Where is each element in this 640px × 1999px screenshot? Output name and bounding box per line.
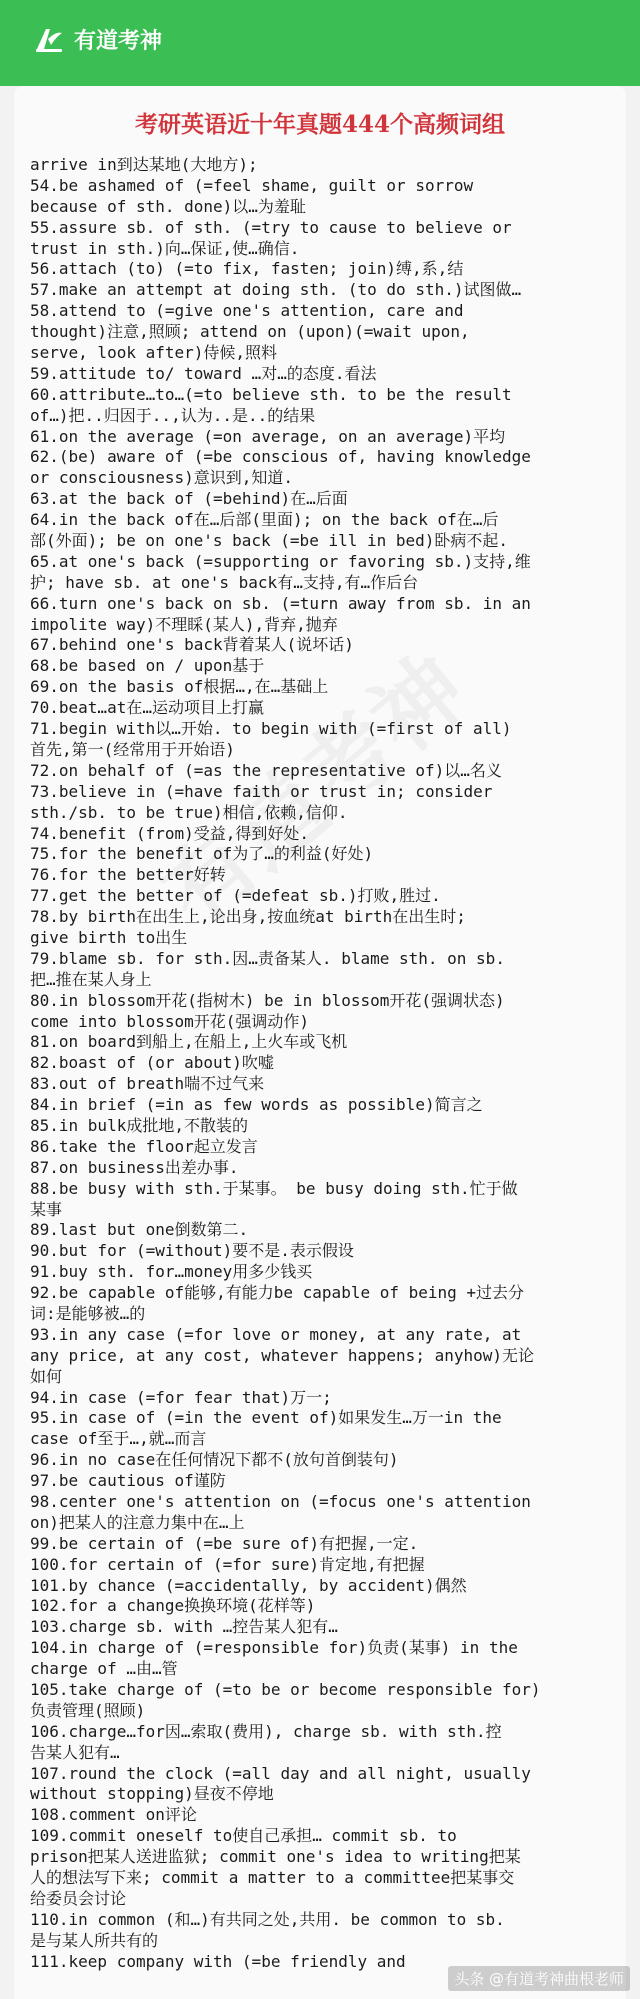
- text-line: 87.on business出差办事.: [30, 1157, 239, 1177]
- text-line: 107.round the clock (=all day and all night, usually: [30, 1763, 531, 1783]
- text-line: 57.make an attempt at doing sth. (to do sth.)试图做…: [30, 280, 522, 300]
- text-line: 61.on the average (=on average, on an average)平均: [30, 426, 506, 446]
- text-line: 首先,第一(经常用于开始语): [30, 739, 235, 759]
- header-bar: [0, 0, 640, 86]
- text-line: 告某人犯有…: [30, 1742, 120, 1762]
- text-line: 63.at the back of (=behind)在…后面: [30, 489, 348, 509]
- author-credit[interactable]: 头条 @有道考神曲根老师: [448, 1966, 630, 1991]
- text-line: 60.attribute…to…(=to believe sth. to be the result: [30, 384, 512, 404]
- text-line: 74.benefit (from)受益,得到好处.: [30, 823, 310, 843]
- text-line: 110.in common (和…)有共同之处,共用. be common to sb.: [30, 1909, 505, 1929]
- text-line: 108.comment on评论: [30, 1805, 197, 1825]
- text-line: give birth to出生: [30, 927, 188, 947]
- text-line: 83.out of breath喘不过气来: [30, 1074, 265, 1094]
- text-line: 106.charge…for因…索取(费用), charge sb. with sth.控: [30, 1721, 502, 1741]
- text-line: 69.on the basis of根据…,在…基础上: [30, 677, 329, 697]
- text-line: 89.last but one倒数第二.: [30, 1220, 249, 1240]
- text-line: 92.be capable of能够,有能力be capable of being +过去分: [30, 1283, 525, 1303]
- text-line: 负责管理(照顾): [30, 1700, 146, 1720]
- text-line: 64.in the back of在…后部(里面); on the back of在…后: [30, 510, 499, 530]
- brand-name: 有道考神: [74, 29, 163, 54]
- text-line: 90.but for (=without)要不是.表示假设: [30, 1241, 354, 1261]
- text-line: 是与某人所共有的: [30, 1930, 159, 1950]
- text-line: 85.in bulk成批地,不散装的: [30, 1115, 248, 1135]
- text-line: arrive in到达某地(大地方);: [30, 155, 258, 174]
- text-line: 58.attend to (=give one's attention, care and: [30, 301, 464, 321]
- text-line: serve, look after)侍候,照料: [30, 343, 278, 363]
- text-line: sth./sb. to be true)相信,依赖,信仰.: [30, 802, 348, 822]
- text-line: 77.get the better of (=defeat sb.)打败,胜过.: [30, 886, 441, 906]
- text-line: 部(外面); be on one's back (=be ill in bed)卧病不起.: [30, 531, 509, 551]
- phrase-list: [30, 155, 626, 1972]
- text-line: 56.attach (to) (=to fix, fasten; join)缚,系,结: [30, 259, 464, 279]
- youdao-kaoshen-logo-icon: [34, 25, 64, 55]
- text-line: 79.blame sb. for sth.因…责备某人. blame sth. on sb.: [30, 948, 505, 968]
- text-line: 68.be based on / upon基于: [30, 656, 265, 676]
- text-line: 55.assure sb. of sth. (=try to cause to believe or: [30, 217, 512, 237]
- text-line: 65.at one's back (=supporting or favoring sb.)支持,维: [30, 551, 531, 571]
- text-line: 67.behind one's back背着某人(说坏话): [30, 635, 354, 655]
- text-line: 70.beat…at在…运动项目上打赢: [30, 698, 264, 718]
- text-line: charge of …由…管: [30, 1659, 178, 1679]
- text-line: 103.charge sb. with …控告某人犯有…: [30, 1617, 338, 1637]
- text-line: 78.by birth在出生上,论出身,按血统at birth在出生时;: [30, 907, 466, 927]
- text-line: 词:是能够被…的: [30, 1303, 146, 1323]
- text-line: 86.take the floor起立发言: [30, 1136, 258, 1156]
- text-line: 111.keep company with (=be friendly and: [30, 1951, 406, 1971]
- text-line: 75.for the benefit of为了…的利益(好处): [30, 844, 374, 864]
- text-line: or consciousness)意识到,知道.: [30, 468, 294, 488]
- text-line: 91.buy sth. for…money用多少钱买: [30, 1262, 313, 1282]
- text-line: 护; have sb. at one's back有…支持,有…作后台: [30, 572, 419, 592]
- text-line: impolite way)不理睬(某人),背弃,抛弃: [30, 614, 338, 634]
- text-line: because of sth. done)以…为羞耻: [30, 196, 306, 216]
- text-line: without stopping)昼夜不停地: [30, 1784, 274, 1804]
- text-line: come into blossom开花(强调动作): [30, 1011, 310, 1031]
- text-line: 93.in any case (=for love or money, at any rate, at: [30, 1324, 522, 1344]
- text-line: 人的想法写下来; commit a matter to a committee把某事交: [30, 1868, 515, 1888]
- text-line: 59.attitude to/ toward …对…的态度.看法: [30, 363, 377, 383]
- text-line: 94.in case (=for fear that)万一;: [30, 1387, 332, 1407]
- text-line: 72.on behalf of (=as the representative of)以…名义: [30, 760, 502, 780]
- text-line: on)把某人的注意力集中在…上: [30, 1512, 245, 1532]
- text-line: 84.in brief (=in as few words as possible)简言之: [30, 1095, 483, 1115]
- text-line: 81.on board到船上,在船上,上火车或飞机: [30, 1032, 348, 1052]
- text-line: 某事: [30, 1199, 63, 1219]
- text-line: 95.in case of (=in the event of)如果发生…万一in the: [30, 1408, 502, 1428]
- text-line: 102.for a change换换环境(花样等): [30, 1596, 316, 1616]
- text-line: any price, at any cost, whatever happens; anyhow)无论: [30, 1345, 535, 1365]
- text-line: 66.turn one's back on sb. (=turn away from sb. in an: [30, 593, 531, 613]
- text-line: thought)注意,照顾; attend on (upon)(=wait upon,: [30, 322, 470, 342]
- text-line: case of至于…,就…而言: [30, 1429, 207, 1449]
- text-line: 把…推在某人身上: [30, 969, 152, 989]
- text-line: 给委员会讨论: [30, 1888, 127, 1908]
- text-line: trust in sth.)向…保证,使…确信.: [30, 238, 300, 258]
- text-line: prison把某人送进监狱; commit one's idea to writing把某: [30, 1847, 521, 1867]
- text-line: 82.boast of (or about)吹嘘: [30, 1053, 274, 1073]
- text-line: 101.by chance (=accidentally, by accident)偶然: [30, 1575, 467, 1595]
- text-line: of…)把..归因于..,认为..是..的结果: [30, 405, 316, 425]
- text-line: 98.center one's attention on (=focus one's attention: [30, 1492, 531, 1511]
- text-line: 88.be busy with sth.于某事。 be busy doing sth.忙于做: [30, 1178, 518, 1198]
- text-line: 80.in blossom开花(指树木) be in blossom开花(强调状态): [30, 990, 505, 1010]
- text-line: 99.be certain of (=be sure of)有把握,一定.: [30, 1533, 419, 1553]
- text-line: 73.believe in (=have faith or trust in; consider: [30, 781, 493, 801]
- text-line: 109.commit oneself to使自己承担… commit sb. to: [30, 1826, 457, 1846]
- text-line: 如何: [30, 1366, 63, 1386]
- text-line: 62.(be) aware of (=be conscious of, having knowledge: [30, 447, 531, 467]
- text-line: 104.in charge of (=responsible for)负责(某事) in the: [30, 1638, 518, 1658]
- text-line: 76.for the better好转: [30, 865, 226, 885]
- text-line: 100.for certain of (=for sure)肯定地,有把握: [30, 1554, 425, 1574]
- page-title: 考研英语近十年真题444个高频词组: [134, 111, 505, 138]
- text-line: 71.begin with以…开始. to begin with (=first of all): [30, 719, 512, 739]
- text-line: 54.be ashamed of (=feel shame, guilt or sorrow: [30, 175, 474, 195]
- text-line: 96.in no case在任何情况下都不(放句首倒装句): [30, 1450, 399, 1470]
- text-line: 97.be cautious of谨防: [30, 1471, 226, 1491]
- text-line: 105.take charge of (=to be or become responsible for): [30, 1680, 541, 1700]
- brand-logo[interactable]: [34, 24, 162, 55]
